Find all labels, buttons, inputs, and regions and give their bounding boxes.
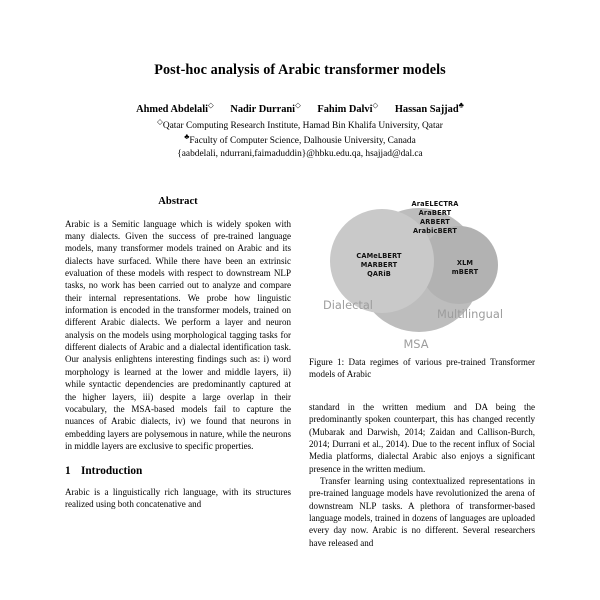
venn-region-label-multilingual: Multilingual [437,307,503,321]
venn-model-label: ARBERT [420,218,450,226]
venn-region-label-dialectal: Dialectal [323,298,373,312]
venn-model-label: QARiB [367,270,391,278]
left-column [65,196,291,600]
author-name: Hassan Sajjad [394,104,459,116]
right-column [309,196,535,600]
author-entry [230,100,301,116]
affiliation-line [58,116,542,132]
author-affil-symbol: ♣ [458,100,464,110]
title-block [0,0,600,161]
affiliation-text: Qatar Computing Research Institute, Hamad Bin Khalifa University, Qatar [162,120,443,131]
author-list [58,100,542,116]
figure-caption [309,356,535,380]
affiliation-text: Faculty of Computer Science, Dalhousie University, Canada [189,135,416,146]
author-entry [394,100,464,116]
author-entry [136,100,214,116]
author-entry [317,100,379,116]
venn-model-label: AraBERT [418,209,452,217]
venn-region-label-msa: MSA [403,337,429,351]
introduction-paragraph: Arabic is a linguistically rich language, with its structures realized using both concatenative and [65,486,291,510]
author-name: Ahmed Abdelali [136,104,209,116]
author-emails: {aabdelali, ndurrani,faimaduddin}@hbku.edu.qa, hsajjad@dal.ca [177,149,423,160]
right-column-paragraph: standard in the written medium and DA being the predominantly spoken counterpart, this has changed recently (Mubarak and Darwish, 2014; Zaidan and Callison-Burch, 2014; Durrani et al., 2014). Due to the recent influx of Social Media platforms, dialectal Arabic also enjoys a significant presence in the written medium. [309,402,535,474]
figure-1 [309,196,535,392]
abstract-text: Arabic is a Semitic language which is widely spoken with many dialects. Given the success of pre-trained language models, many transformer models trained on Arabic and its dialects have surfaced. While there have been an extrinsic evaluation of these models with respect to downstream NLP tasks, no work has been carried out to analyze and compare their internal representations. We probe how linguistic information is encoded in the transformer models, trained on different Arabic dialects. We perform a layer and neuron analysis on the models using morphological tagging tasks for different dialects of Arabic and a dialectal identification task. Our analysis enlightens interesting findings such as: i) word morphology is learned at the lower and middle layers, ii) while syntactic dependencies are predominantly captured at the higher layers, iii) despite a large overlap in their vocabulary, the MSA-based models fail to capture the nuances of Arabic dialects, iv) we found that neurons in embedding layers are polysemous in nature, while the neurons in middle layers are exclusive to specific properties. [65,218,291,451]
venn-model-label: AraELECTRA [411,200,459,208]
venn-model-label: CAMeLBERT [356,252,402,260]
author-affil-symbol: ◇ [372,100,379,110]
author-affil-symbol: ◇ [295,100,301,110]
right-column-paragraph: Transfer learning using contextualized representations in pre-trained language models have revolutionized the arena of downstream NLP tasks. A plethora of transformer-based language models, trained in dozens of languages are uploaded every day now. Arabic is no different. Several researchers have released and [309,476,535,548]
affiliation-symbol: ♣ [184,131,190,141]
page-title: Post-hoc analysis of Arabic transformer models [154,62,446,78]
author-affil-symbol: ◇ [208,100,214,110]
author-name: Fahim Dalvi [317,104,373,116]
venn-model-label: ArabicBERT [412,227,458,235]
abstract-heading: Abstract [158,196,198,207]
venn-model-label: XLM [456,259,474,267]
venn-diagram [309,196,535,354]
body-columns [0,196,600,600]
section-title: Introduction [81,465,143,478]
affiliation-symbol: ◇ [157,116,163,126]
figure-caption-text: Data regimes of various pre-trained Transformer models of Arabic [309,357,535,379]
venn-model-label: mBERT [451,268,479,276]
section-heading-introduction [65,465,291,479]
venn-model-label: MARBERT [360,261,398,269]
section-number: 1 [65,465,71,478]
affiliation-line [58,131,542,147]
figure-label: Figure 1: [309,357,345,367]
author-name: Nadir Durrani [230,104,296,116]
